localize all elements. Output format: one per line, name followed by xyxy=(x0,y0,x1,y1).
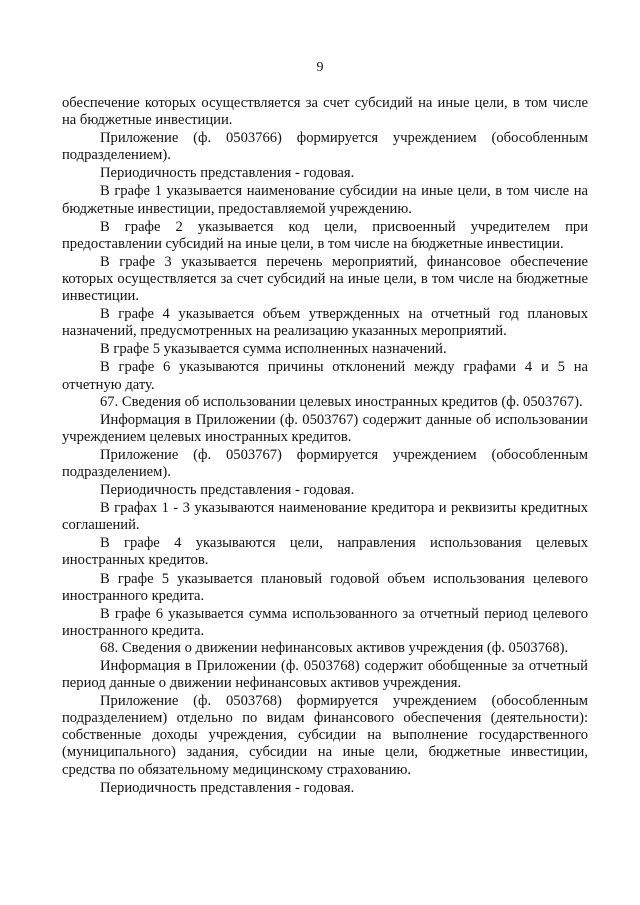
paragraph: Периодичность представления - годовая. xyxy=(100,779,355,796)
paragraph: В графе 3 указывается перечень мероприятий, финансовое обеспечение которых осуществляется за счет субсидий на иные цели, в том числе на бюджетные инвестиции. xyxy=(62,253,588,305)
paragraph: В графах 1 - 3 указываются наименование кредитора и реквизиты кредитных соглашений. xyxy=(62,500,588,534)
paragraph: В графе 2 указывается код цели, присвоенный учредителем при предоставлении субсидий на иные цели, в том числе на бюджетные инвестиции. xyxy=(62,218,588,252)
paragraph: Приложение (ф. 0503766) формируется учреждением (обособленным подразделением). xyxy=(62,130,588,164)
paragraph: В графе 4 указываются цели, направления использования целевых иностранных кредитов. xyxy=(62,535,588,569)
paragraph: В графе 4 указывается объем утвержденных на отчетный год плановых назначений, предусмотренных на реализацию указанных мероприятий. xyxy=(62,306,588,340)
paragraph: Приложение (ф. 0503768) формируется учреждением (обособленным подразделением) отдельно по видам финансового обеспечения (деятельности): собственные доходы учреждения, субсидии на выполнение государственного (муниципального) задания, субсидии на иные цели, бюджетные инвестиции, средства по обязательному медицинскому страхованию. xyxy=(62,693,588,778)
paragraph: Информация в Приложении (ф. 0503767) содержит данные об использовании учреждением целевых иностранных кредитов. xyxy=(62,411,588,445)
section-heading-68: 68. Сведения о движении нефинансовых активов учреждения (ф. 0503768). xyxy=(100,639,569,656)
paragraph: В графе 5 указывается сумма исполненных назначений. xyxy=(100,341,447,358)
paragraph: В графе 6 указываются причины отклонений между графами 4 и 5 на отчетную дату. xyxy=(62,359,588,393)
paragraph: В графе 6 указывается сумма использованного за отчетный период целевого иностранного кредита. xyxy=(62,605,588,639)
paragraph: Приложение (ф. 0503767) формируется учреждением (обособленным подразделением). xyxy=(62,446,588,480)
paragraph: Периодичность представления - годовая. xyxy=(100,165,355,182)
paragraph: В графе 1 указывается наименование субсидии на иные цели, в том числе на бюджетные инвестиции, предоставляемой учреждению. xyxy=(62,183,588,217)
paragraph: Информация в Приложении (ф. 0503768) содержит обобщенные за отчетный период данные о движении нефинансовых активов учреждения. xyxy=(62,658,588,692)
page-number: 9 xyxy=(316,60,324,75)
paragraph: Периодичность представления - годовая. xyxy=(100,482,355,499)
section-heading-67: 67. Сведения об использовании целевых иностранных кредитов (ф. 0503767). xyxy=(100,393,583,410)
document-body xyxy=(62,95,588,797)
paragraph: В графе 5 указывается плановый годовой объем использования целевого иностранного кредита. xyxy=(62,570,588,604)
paragraph: обеспечение которых осуществляется за счет субсидий на иные цели, в том числе на бюджетные инвестиции. xyxy=(62,95,588,129)
